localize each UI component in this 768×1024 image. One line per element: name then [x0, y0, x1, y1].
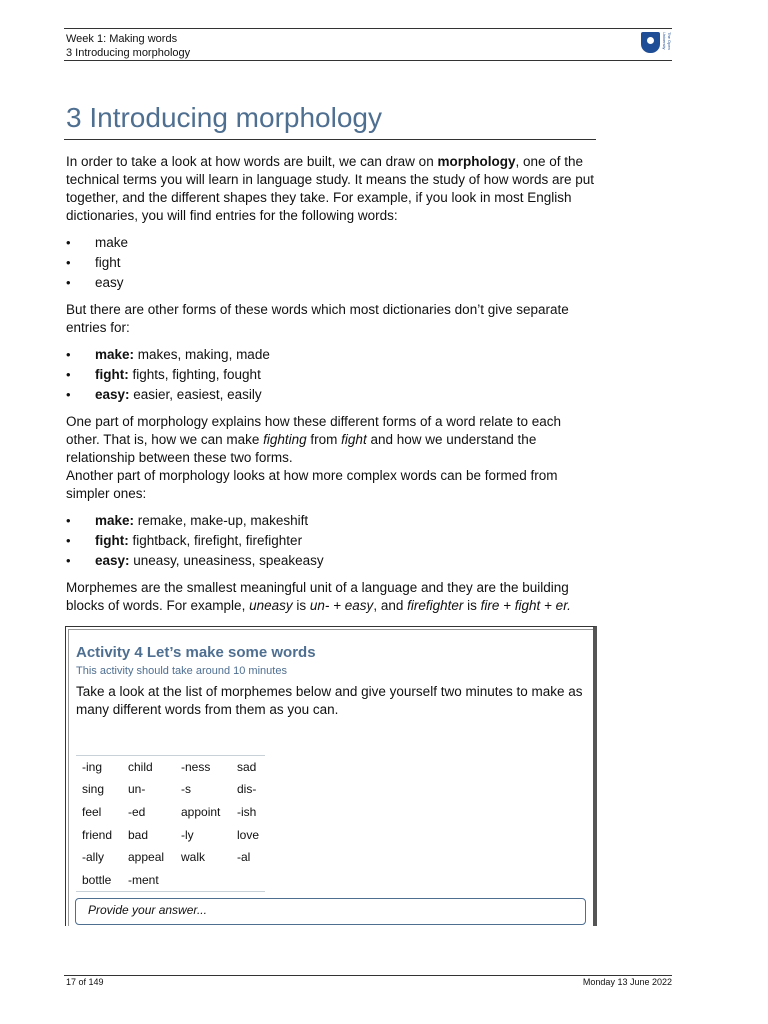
list-item: • easy — [66, 273, 598, 293]
footer-rule — [64, 975, 672, 976]
table-row — [76, 846, 265, 869]
list-item: • easy: uneasy, uneasiness, speakeasy — [66, 551, 598, 571]
table-row — [76, 756, 265, 779]
activity-duration: This activity should take around 10 minutes — [76, 665, 287, 677]
logo-text: The Open University — [662, 32, 672, 50]
activity-box — [65, 626, 597, 926]
table-cell: -ness — [175, 756, 231, 779]
table-row — [76, 823, 265, 846]
title-rule — [64, 139, 596, 140]
list-item: • fight: fightback, firefight, firefighter — [66, 531, 598, 551]
forms-list — [66, 345, 598, 405]
table-cell: -s — [181, 782, 191, 797]
table-cell: un- — [128, 782, 146, 797]
table-cell: bad — [128, 827, 149, 842]
table-cell: walk — [181, 850, 206, 865]
table-cell: friend — [82, 827, 113, 842]
morpheme-table — [76, 755, 265, 892]
list-item: • make: makes, making, made — [66, 345, 598, 365]
complex-words-paragraph: Another part of morphology looks at how more complex words can be formed from simpler ones: — [66, 468, 558, 501]
morphemes-paragraph: Morphemes are the smallest meaningful unit of a language and they are the building blocks of words. For example, uneasy is un- + easy, and firefighter is fire + fight + er. — [66, 580, 571, 613]
table-cell: -ment — [122, 868, 175, 891]
header-top-rule — [64, 28, 672, 29]
header-week: Week 1: Making words — [66, 33, 178, 45]
complex-words-list — [66, 511, 598, 571]
list-item: • fight: fights, fighting, fought — [66, 365, 598, 385]
table-cell: child — [122, 756, 175, 779]
activity-title: Activity 4 Let’s make some words — [76, 644, 316, 661]
activity-instructions: Take a look at the list of morphemes below and give yourself two minutes to make as many different words from them as you can. — [76, 684, 583, 717]
open-university-logo — [641, 32, 673, 54]
table-cell: appeal — [128, 850, 165, 865]
table-cell: -ally — [82, 850, 105, 865]
table-cell — [175, 868, 231, 891]
table-cell: -al — [237, 850, 251, 865]
running-header — [66, 32, 190, 60]
page-number: 17 of 149 — [66, 977, 104, 987]
table-cell: -ed — [128, 804, 146, 819]
table-cell: sing — [82, 782, 105, 797]
page-title: 3 Introducing morphology — [66, 102, 382, 133]
table-cell: feel — [82, 804, 102, 819]
table-cell: -ing — [76, 756, 122, 779]
list-item: • make: remake, make-up, makeshift — [66, 511, 598, 531]
list-item: • fight — [66, 253, 598, 273]
intro-paragraph: In order to take a look at how words are built, we can draw on morphology, one of the technical terms you will learn in language study. It means the study of how words are put together, and the different shapes they take. For example, if you look in most English dictionaries, you will find entries for the following words: — [66, 154, 595, 223]
table-cell: love — [237, 827, 260, 842]
table-row — [76, 778, 265, 801]
table-cell: appoint — [181, 804, 221, 819]
header-section: 3 Introducing morphology — [66, 47, 191, 59]
morphology-paragraph: One part of morphology explains how these different forms of a word relate to each other. That is, how we can make fighting from fight and how we understand the relationship between these two forms. — [66, 414, 562, 465]
table-cell: dis- — [237, 782, 257, 797]
table-row — [76, 868, 265, 891]
word-list — [66, 233, 598, 293]
list-item: • make — [66, 233, 598, 253]
footer-date: Monday 13 June 2022 — [582, 977, 672, 987]
table-row — [76, 801, 265, 824]
table-cell: -ish — [237, 804, 257, 819]
answer-input[interactable]: Provide your answer... — [75, 898, 586, 925]
table-cell: -ly — [181, 827, 194, 842]
logo-shield-icon — [641, 32, 660, 53]
table-cell: bottle — [76, 868, 122, 891]
list-item: • easy: easier, easiest, easily — [66, 385, 598, 405]
header-bottom-rule — [64, 60, 672, 61]
table-cell: sad — [231, 756, 265, 779]
forms-paragraph: But there are other forms of these words which most dictionaries don’t give separate entries for: — [66, 302, 569, 335]
table-cell — [231, 868, 265, 891]
main-content — [66, 153, 598, 615]
